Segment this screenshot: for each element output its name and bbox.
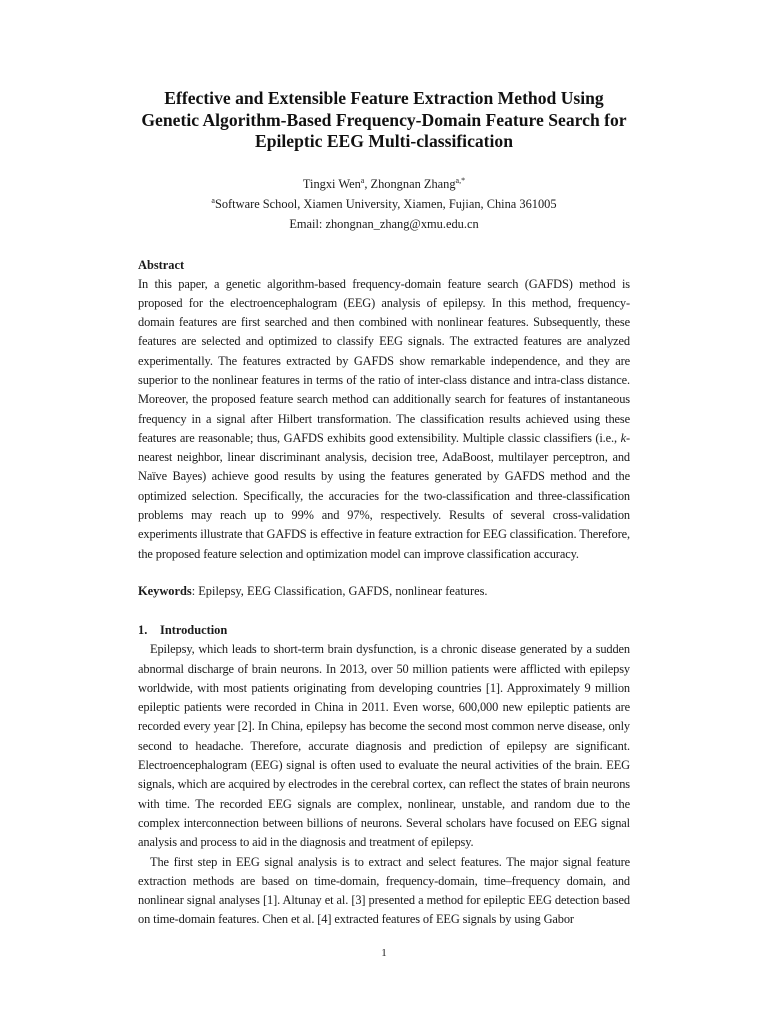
keywords-label: Keywords [138,583,192,598]
introduction-paragraph: Epilepsy, which leads to short-term brain dysfunction, is a chronic disease generated by a sudden abnormal discharge of brain neurons. In 2013, over 50 million patients were afflicted with epilepsy worldwide, with most patients originating from developing countries [1]. Approximately 9 million epileptic patients were recorded in China in 2011. Even worse, 600,000 new epileptic patients are recorded every year [2]. In China, epilepsy has become the second most common nerve disease, only second to headache. Therefore, accurate diagnosis and prediction of epilepsy are significant. Electroencephalogram (EEG) signal is often used to evaluate the neural activities of the brain. EEG signals, which are acquired by electrodes in the cerebral cortex, can reflect the states of brain neurons with time. The recorded EEG signals are complex, nonlinear, unstable, and random due to the complex interconnection between billions of neurons. Several scholars have focused on EEG signal analysis and process to aid in the diagnosis and treatment of epilepsy. [138,642,630,850]
abstract-text-part: In this paper, a genetic algorithm-based frequency-domain feature search (GAFDS) method is proposed for the electroencephalogram (EEG) analysis of epilepsy. In this method, frequency-domain features are first searched and then combined with nonlinear features. Subsequently, these features are selected and optimized to classify EEG signals. The extracted features are analyzed experimentally. The features extracted by GAFDS show remarkable independence, and they are superior to the nonlinear features in terms of the ratio of inter-class distance and intra-class distance. Moreover, the proposed feature search method can additionally search for features of instantaneous frequency in a signal after Hilbert transformation. The classification results achieved using these features are reasonable; thus, GAFDS exhibits good extensibility. Multiple classic classifiers (i.e., [138,276,630,445]
affiliation-marker: a [211,195,215,205]
affiliation-line [138,194,630,214]
author-email: Email: zhongnan_zhang@xmu.edu.cn [289,216,479,231]
affiliation-marker: a [360,175,365,185]
page-content [138,88,630,930]
keywords-line [138,582,630,601]
author-line [138,174,630,194]
author-name: Tingxi Wen [302,176,361,191]
author-name: Zhongnan Zhang [370,176,456,191]
paper-title: Effective and Extensible Feature Extraction Method Using Genetic Algorithm-Based Frequency-Domain Feature Search for Epileptic EEG Multi-classification [141,88,627,151]
abstract-heading: Abstract [138,257,185,272]
author-separator: , [364,176,371,191]
affiliation-marker: a,* [455,175,466,185]
section-heading-introduction [138,620,630,640]
abstract-italic-k: k [620,430,626,445]
section-title: Introduction [160,623,228,638]
abstract-text [138,275,630,564]
keywords-text: : Epilepsy, EEG Classification, GAFDS, nonlinear features. [191,583,488,598]
section-number: 1. [138,623,148,638]
affiliation-text: Software School, Xiamen University, Xiamen, Fujian, China 361005 [214,196,557,211]
page-number: 1 [381,947,387,959]
introduction-paragraph: The first step in EEG signal analysis is to extract and select features. The major signal feature extraction methods are based on time-domain, frequency-domain, time–frequency domain, and nonlinear signal analyses [1]. Altunay et al. [3] presented a method for epileptic EEG detection based on time-domain features. Chen et al. [4] extracted features of EEG signals by using Gabor [138,854,630,927]
abstract-text-part: -nearest neighbor, linear discriminant analysis, decision tree, AdaBoost, multilayer perceptron, and Naïve Bayes) achieve good results by using the features generated by GAFDS method and the optimized selection. Specifically, the accuracies for the two-classification and three-classification problems may reach up to 99% and 97%, respectively. Results of several cross-validation experiments illustrate that GAFDS is effective in feature extraction for EEG classification. Therefore, the proposed feature selection and optimization model can improve classification accuracy. [138,430,630,561]
